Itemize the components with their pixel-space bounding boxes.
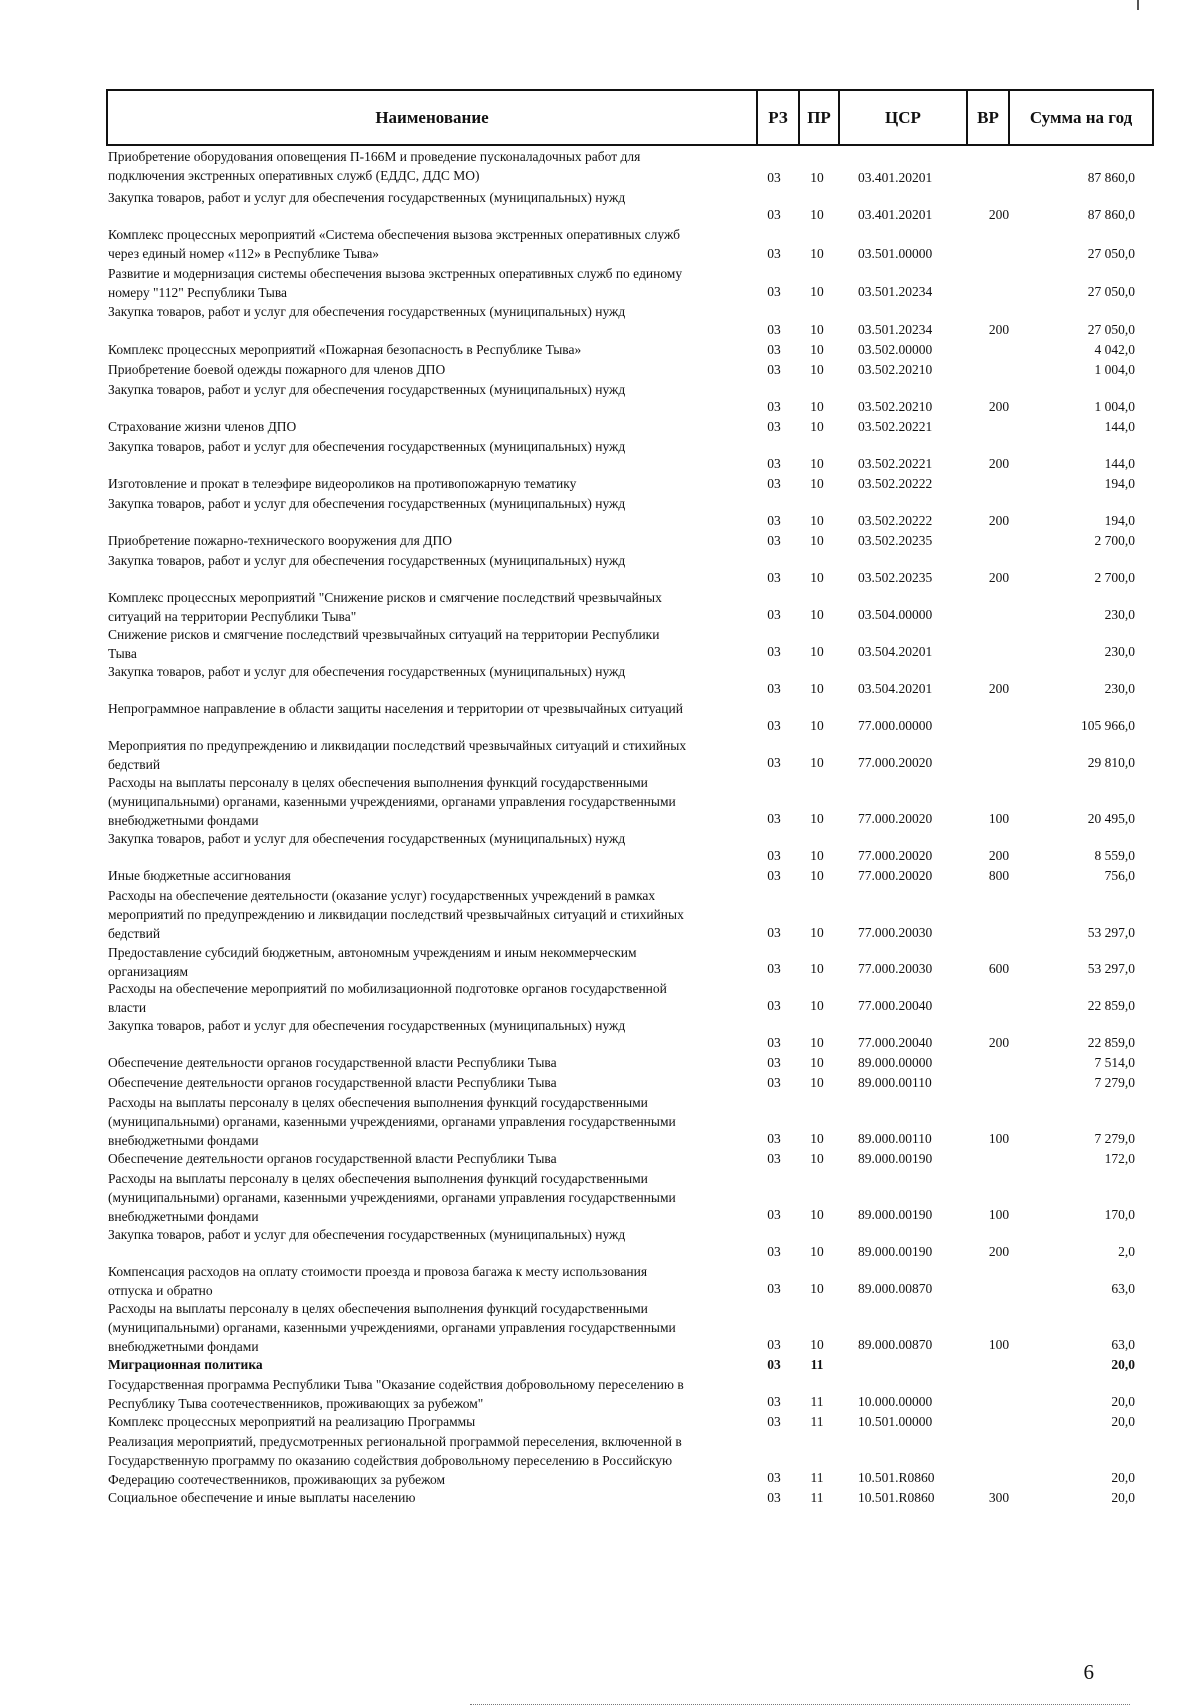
row-pr: 10 (810, 998, 824, 1013)
row-pr: 11 (810, 1414, 824, 1429)
row-pr: 10 (810, 456, 824, 471)
row-sum: 230,0 (1104, 681, 1135, 696)
row-pr: 11 (810, 1490, 824, 1505)
row-name: Обеспечение деятельности органов государственной власти Республики Тыва (108, 1151, 557, 1166)
row-name: Миграционная политика (108, 1357, 263, 1372)
row-name: Расходы на выплаты персоналу в целях обеспечения выполнения функций государственными (муниципальными) органами, казенными учреждениями, органами управления государственными внебюджетными фондами (108, 1095, 676, 1148)
row-vr: 800 (988, 868, 1010, 883)
row-sum: 87 860,0 (1087, 170, 1135, 185)
row-rz: 03 (767, 456, 781, 471)
row-vr: 200 (988, 1244, 1010, 1259)
row-sum: 1 004,0 (1094, 399, 1135, 414)
row-sum: 20,0 (1111, 1490, 1135, 1505)
row-csr: 03.501.00000 (858, 246, 933, 261)
table-row (108, 225, 1158, 264)
row-csr: 77.000.20020 (858, 755, 933, 770)
row-csr: 89.000.00110 (858, 1075, 932, 1090)
row-csr: 89.000.00190 (858, 1207, 933, 1222)
row-name: Комплекс процессных мероприятий «Система обеспечения вызова экстренных оперативных служб через единый номер «112» в Республике Тыва» (108, 227, 680, 261)
row-rz: 03 (767, 607, 781, 622)
row-rz: 03 (767, 246, 781, 261)
row-sum: 7 279,0 (1094, 1131, 1135, 1146)
row-csr: 03.501.20234 (858, 284, 933, 299)
row-csr: 77.000.20040 (858, 998, 933, 1013)
table-row (108, 1299, 1158, 1355)
row-sum: 172,0 (1104, 1151, 1135, 1166)
row-csr: 03.504.20201 (858, 681, 933, 696)
row-vr: 100 (988, 811, 1010, 826)
row-sum: 7 279,0 (1094, 1075, 1135, 1090)
row-pr: 10 (810, 1131, 824, 1146)
row-name: Закупка товаров, работ и услуг для обеспечения государственных (муниципальных) нужд (108, 382, 626, 397)
row-vr: 300 (988, 1490, 1010, 1505)
row-sum: 20,0 (1111, 1470, 1135, 1485)
row-name: Приобретение боевой одежды пожарного для членов ДПО (108, 362, 446, 377)
table-row (108, 773, 1158, 829)
table-row (108, 588, 1158, 625)
row-pr: 10 (810, 961, 824, 976)
table-row (108, 188, 1158, 225)
row-csr: 89.000.00190 (858, 1244, 933, 1259)
row-vr: 200 (988, 513, 1010, 528)
row-pr: 11 (810, 1394, 824, 1409)
table-row (108, 886, 1158, 943)
row-name: Расходы на обеспечение мероприятий по мобилизационной подготовке органов государственной власти (108, 981, 667, 1015)
row-sum: 4 042,0 (1094, 342, 1135, 357)
table-row (108, 147, 1158, 188)
row-pr: 10 (810, 681, 824, 696)
row-name: Расходы на выплаты персоналу в целях обеспечения выполнения функций государственными (муниципальными) органами, казенными учреждениями, органами управления государственными внебюджетными фондами (108, 1301, 676, 1354)
table-row (108, 1016, 1158, 1053)
row-rz: 03 (767, 1151, 781, 1166)
row-sum: 20,0 (1111, 1357, 1135, 1372)
row-sum: 8 559,0 (1094, 848, 1135, 863)
row-name: Государственная программа Республики Тыва "Оказание содействия добровольному переселению в Республику Тыва соотечественников, проживающих за рубежом" (108, 1377, 684, 1411)
row-pr: 10 (810, 1281, 824, 1296)
row-rz: 03 (767, 1337, 781, 1352)
header-vr: ВР (968, 91, 1010, 144)
row-name: Снижение рисков и смягчение последствий чрезвычайных ситуаций на территории Республики Тыва (108, 627, 660, 661)
row-pr: 10 (810, 362, 824, 377)
row-rz: 03 (767, 1244, 781, 1259)
row-sum: 53 297,0 (1087, 961, 1135, 976)
row-name: Закупка товаров, работ и услуг для обеспечения государственных (муниципальных) нужд (108, 190, 626, 205)
row-pr: 10 (810, 1337, 824, 1352)
row-csr: 89.000.00000 (858, 1055, 933, 1070)
row-name: Закупка товаров, работ и услуг для обеспечения государственных (муниципальных) нужд (108, 553, 626, 568)
table-row (108, 302, 1158, 340)
row-name: Социальное обеспечение и иные выплаты населению (108, 1490, 416, 1505)
row-pr: 10 (810, 284, 824, 299)
row-csr: 77.000.20020 (858, 868, 933, 883)
row-rz: 03 (767, 322, 781, 337)
row-rz: 03 (767, 533, 781, 548)
row-rz: 03 (767, 718, 781, 733)
row-name: Комплекс процессных мероприятий "Снижение рисков и смягчение последствий чрезвычайных ситуаций на территории Республики Тыва" (108, 590, 662, 624)
table-row (108, 494, 1158, 531)
table-row (108, 380, 1158, 417)
row-sum: 27 050,0 (1087, 322, 1135, 337)
row-name: Изготовление и прокат в телеэфире видеороликов на противопожарную тематику (108, 476, 577, 491)
row-pr: 11 (810, 1357, 824, 1372)
row-csr: 03.502.20221 (858, 456, 933, 471)
table-row (108, 1375, 1158, 1412)
row-sum: 230,0 (1104, 644, 1135, 659)
table-row (108, 1355, 1158, 1375)
header-pr: ПР (800, 91, 840, 144)
row-vr: 100 (988, 1337, 1010, 1352)
row-vr: 200 (988, 322, 1010, 337)
row-rz: 03 (767, 207, 781, 222)
row-csr: 89.000.00190 (858, 1151, 933, 1166)
row-name: Закупка товаров, работ и услуг для обеспечения государственных (муниципальных) нужд (108, 496, 626, 511)
row-csr: 03.502.00000 (858, 342, 933, 357)
row-csr: 89.000.00870 (858, 1281, 933, 1296)
row-pr: 10 (810, 170, 824, 185)
table-row (108, 1169, 1158, 1225)
row-rz: 03 (767, 1394, 781, 1409)
table-row (108, 1073, 1158, 1093)
row-sum: 144,0 (1104, 419, 1135, 434)
row-name: Развитие и модернизация системы обеспечения вызова экстренных оперативных служб по единому номеру "112" Республики Тыва (108, 266, 683, 300)
table-row (108, 1412, 1158, 1432)
row-name: Закупка товаров, работ и услуг для обеспечения государственных (муниципальных) нужд (108, 1018, 626, 1033)
row-rz: 03 (767, 1131, 781, 1146)
row-csr: 10.501.R0860 (858, 1470, 935, 1485)
table-row (108, 829, 1158, 866)
row-csr: 10.501.R0860 (858, 1490, 935, 1505)
row-name: Расходы на выплаты персоналу в целях обеспечения выполнения функций государственными (муниципальными) органами, казенными учреждениями, органами управления государственными внебюджетными фондами (108, 775, 676, 828)
row-vr: 600 (988, 961, 1010, 976)
row-csr: 03.502.20235 (858, 570, 933, 585)
row-vr: 200 (988, 1035, 1010, 1050)
row-csr: 03.401.20201 (858, 207, 933, 222)
table-row (108, 662, 1158, 699)
table-row (108, 437, 1158, 474)
row-pr: 10 (810, 755, 824, 770)
row-pr: 10 (810, 322, 824, 337)
row-pr: 10 (810, 811, 824, 826)
row-csr: 77.000.20030 (858, 925, 933, 940)
row-name: Компенсация расходов на оплату стоимости проезда и провоза багажа к месту использования отпуска и обратно (108, 1264, 648, 1298)
row-rz: 03 (767, 1470, 781, 1485)
table-row (108, 943, 1158, 979)
row-rz: 03 (767, 1035, 781, 1050)
row-name: Комплекс процессных мероприятий «Пожарная безопасность в Республике Тыва» (108, 342, 582, 357)
row-name: Закупка товаров, работ и услуг для обеспечения государственных (муниципальных) нужд (108, 831, 626, 846)
table-row (108, 625, 1158, 662)
row-name: Реализация мероприятий, предусмотренных региональной программой переселения, включенной в Государственную программу по оказанию содействия добровольному переселению в Российскую Федерацию соотечественников, проживающих за рубежом (108, 1434, 682, 1487)
row-rz: 03 (767, 681, 781, 696)
row-rz: 03 (767, 755, 781, 770)
row-sum: 20 495,0 (1087, 811, 1135, 826)
row-csr: 77.000.00000 (858, 718, 933, 733)
row-rz: 03 (767, 811, 781, 826)
row-name: Приобретение пожарно-технического вооружения для ДПО (108, 533, 452, 548)
table-row (108, 551, 1158, 588)
table-row (108, 979, 1158, 1016)
row-pr: 10 (810, 1075, 824, 1090)
scan-edge-mark (1137, 0, 1139, 10)
row-sum: 2 700,0 (1094, 570, 1135, 585)
table-row (108, 866, 1158, 886)
row-sum: 22 859,0 (1087, 1035, 1135, 1050)
row-sum: 230,0 (1104, 607, 1135, 622)
row-sum: 22 859,0 (1087, 998, 1135, 1013)
row-name: Расходы на выплаты персоналу в целях обеспечения выполнения функций государственными (муниципальными) органами, казенными учреждениями, органами управления государственными внебюджетными фондами (108, 1171, 676, 1224)
row-pr: 10 (810, 1244, 824, 1259)
row-pr: 10 (810, 718, 824, 733)
table-row (108, 1225, 1158, 1262)
row-name: Комплекс процессных мероприятий на реализацию Программы (108, 1414, 476, 1429)
table-row (108, 1149, 1158, 1169)
row-rz: 03 (767, 399, 781, 414)
row-name: Иные бюджетные ассигнования (108, 868, 291, 883)
row-csr: 89.000.00110 (858, 1131, 932, 1146)
row-pr: 10 (810, 848, 824, 863)
row-csr: 03.401.20201 (858, 170, 933, 185)
row-pr: 10 (810, 1055, 824, 1070)
row-rz: 03 (767, 342, 781, 357)
row-name: Предоставление субсидий бюджетным, автономным учреждениям и иным некоммерческим организациям (108, 945, 637, 979)
row-pr: 10 (810, 533, 824, 548)
row-pr: 10 (810, 342, 824, 357)
row-pr: 10 (810, 1207, 824, 1222)
row-vr: 200 (988, 848, 1010, 863)
row-name: Приобретение оборудования оповещения П-166М и проведение пусконаладочных работ для подключения экстренных оперативных служб (ЕДДС, ДДС МО) (108, 149, 641, 183)
row-rz: 03 (767, 284, 781, 299)
row-csr: 03.502.20222 (858, 476, 933, 491)
row-csr: 77.000.20020 (858, 848, 933, 863)
row-csr: 10.000.00000 (858, 1394, 933, 1409)
row-vr: 200 (988, 456, 1010, 471)
row-name: Закупка товаров, работ и услуг для обеспечения государственных (муниципальных) нужд (108, 304, 626, 319)
header-name: Наименование (108, 91, 758, 144)
row-name: Закупка товаров, работ и услуг для обеспечения государственных (муниципальных) нужд (108, 664, 626, 679)
row-csr: 03.504.20201 (858, 644, 933, 659)
row-csr: 03.502.20210 (858, 362, 933, 377)
row-rz: 03 (767, 961, 781, 976)
table-row (108, 340, 1158, 360)
table-header (106, 89, 1154, 146)
row-pr: 10 (810, 868, 824, 883)
row-pr: 10 (810, 607, 824, 622)
row-name: Страхование жизни членов ДПО (108, 419, 297, 434)
row-sum: 170,0 (1104, 1207, 1135, 1222)
table-row (108, 1093, 1158, 1149)
row-name: Расходы на обеспечение деятельности (оказание услуг) государственных учреждений в рамках мероприятий по предупреждению и ликвидации последствий чрезвычайных ситуаций и стихийных бедствий (108, 888, 684, 941)
row-rz: 03 (767, 1490, 781, 1505)
row-vr: 100 (988, 1207, 1010, 1222)
row-pr: 10 (810, 570, 824, 585)
row-sum: 1 004,0 (1094, 362, 1135, 377)
row-sum: 27 050,0 (1087, 246, 1135, 261)
row-csr: 03.502.20210 (858, 399, 933, 414)
row-sum: 20,0 (1111, 1414, 1135, 1429)
table-row (108, 1262, 1158, 1299)
row-csr: 10.501.00000 (858, 1414, 933, 1429)
row-sum: 27 050,0 (1087, 284, 1135, 299)
row-sum: 63,0 (1111, 1337, 1135, 1352)
row-rz: 03 (767, 1207, 781, 1222)
row-sum: 87 860,0 (1087, 207, 1135, 222)
row-pr: 10 (810, 419, 824, 434)
table-row (108, 264, 1158, 302)
row-rz: 03 (767, 925, 781, 940)
row-csr: 89.000.00870 (858, 1337, 933, 1352)
row-pr: 10 (810, 207, 824, 222)
row-csr: 03.502.20222 (858, 513, 933, 528)
row-csr: 03.504.00000 (858, 607, 933, 622)
row-name: Закупка товаров, работ и услуг для обеспечения государственных (муниципальных) нужд (108, 439, 626, 454)
row-sum: 20,0 (1111, 1394, 1135, 1409)
row-csr: 03.501.20234 (858, 322, 933, 337)
row-rz: 03 (767, 644, 781, 659)
row-vr: 200 (988, 681, 1010, 696)
row-sum: 105 966,0 (1081, 718, 1135, 733)
row-pr: 10 (810, 925, 824, 940)
row-sum: 194,0 (1104, 476, 1135, 491)
row-csr: 77.000.20040 (858, 1035, 933, 1050)
row-vr: 200 (988, 399, 1010, 414)
row-vr: 100 (988, 1131, 1010, 1146)
row-name: Обеспечение деятельности органов государственной власти Республики Тыва (108, 1055, 557, 1070)
table-row (108, 699, 1158, 736)
row-pr: 10 (810, 476, 824, 491)
row-rz: 03 (767, 1414, 781, 1429)
row-csr: 03.502.20221 (858, 419, 933, 434)
row-sum: 63,0 (1111, 1281, 1135, 1296)
scan-footer-line (470, 1704, 1130, 1705)
row-sum: 29 810,0 (1087, 755, 1135, 770)
row-rz: 03 (767, 1055, 781, 1070)
row-csr: 03.502.20235 (858, 533, 933, 548)
row-rz: 03 (767, 513, 781, 528)
row-rz: 03 (767, 848, 781, 863)
table-row (108, 1053, 1158, 1073)
row-csr: 77.000.20020 (858, 811, 933, 826)
row-pr: 10 (810, 513, 824, 528)
header-csr: ЦСР (840, 91, 968, 144)
row-vr: 200 (988, 570, 1010, 585)
row-rz: 03 (767, 476, 781, 491)
row-pr: 10 (810, 1035, 824, 1050)
row-sum: 53 297,0 (1087, 925, 1135, 940)
row-sum: 756,0 (1104, 868, 1135, 883)
row-sum: 144,0 (1104, 456, 1135, 471)
row-pr: 11 (810, 1470, 824, 1485)
row-pr: 10 (810, 399, 824, 414)
table-row (108, 1488, 1158, 1508)
row-sum: 7 514,0 (1094, 1055, 1135, 1070)
row-rz: 03 (767, 868, 781, 883)
row-rz: 03 (767, 570, 781, 585)
row-rz: 03 (767, 170, 781, 185)
row-rz: 03 (767, 1281, 781, 1296)
table-row (108, 1432, 1158, 1488)
row-pr: 10 (810, 644, 824, 659)
row-csr: 77.000.20030 (858, 961, 933, 976)
row-sum: 2 700,0 (1094, 533, 1135, 548)
row-pr: 10 (810, 1151, 824, 1166)
header-sum: Сумма на год (1029, 107, 1133, 127)
row-vr: 200 (988, 207, 1010, 222)
row-name: Обеспечение деятельности органов государственной власти Республики Тыва (108, 1075, 557, 1090)
row-sum: 2,0 (1118, 1244, 1135, 1259)
row-name: Закупка товаров, работ и услуг для обеспечения государственных (муниципальных) нужд (108, 1227, 626, 1242)
table-row (108, 360, 1158, 380)
row-pr: 10 (810, 246, 824, 261)
row-name: Непрограммное направление в области защиты населения и территории от чрезвычайных ситуаций (108, 701, 683, 716)
row-rz: 03 (767, 419, 781, 434)
row-sum: 194,0 (1104, 513, 1135, 528)
page-number: 6 (1083, 1660, 1094, 1684)
row-rz: 03 (767, 1075, 781, 1090)
row-name: Мероприятия по предупреждению и ликвидации последствий чрезвычайных ситуаций и стихийных бедствий (108, 738, 687, 772)
header-rz: РЗ (758, 91, 800, 144)
table-row (108, 736, 1158, 773)
row-rz: 03 (767, 1357, 781, 1372)
row-rz: 03 (767, 362, 781, 377)
table-row (108, 474, 1158, 494)
table-row (108, 417, 1158, 437)
row-rz: 03 (767, 998, 781, 1013)
table-row (108, 531, 1158, 551)
table-body (108, 147, 1158, 1508)
